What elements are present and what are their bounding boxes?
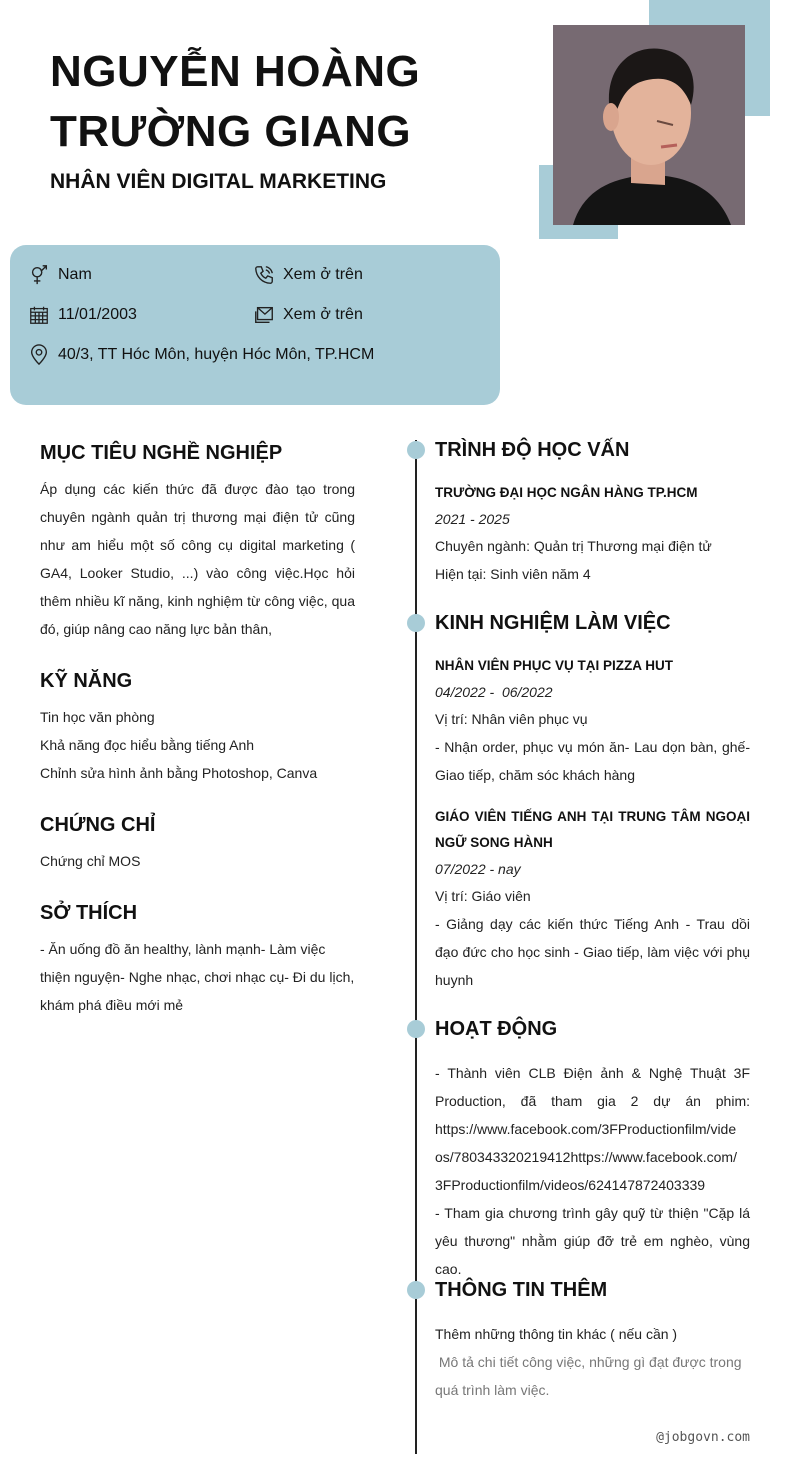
education-heading: TRÌNH ĐỘ HỌC VẤN	[435, 439, 630, 461]
additional-line-1: Thêm những thông tin khác ( nếu cần )	[435, 1326, 678, 1342]
phone-icon	[253, 264, 275, 286]
name-line-2: TRƯỜNG GIANG	[50, 107, 412, 156]
address-value: 40/3, TT Hóc Môn, huyện Hóc Môn, TP.HCM	[58, 346, 375, 363]
activity-line: os/780343320219412https://www.facebook.com/	[435, 1149, 737, 1165]
job-position-2: Vị trí: Giáo viên	[435, 888, 531, 904]
experience-heading: KINH NGHIỆM LÀM VIỆC	[435, 612, 671, 634]
location-pin-icon	[28, 344, 50, 366]
education-major: Chuyên ngành: Quản trị Thương mại điện tử	[435, 538, 712, 554]
list-item: Chứng chỉ MOS	[40, 853, 141, 869]
activity-line: 3FProductionfilm/videos/624147872403339	[435, 1177, 706, 1193]
phone-value: Xem ở trên	[283, 266, 363, 283]
activities-list	[435, 1059, 750, 1283]
certificates-heading: CHỨNG CHỈ	[40, 814, 156, 836]
education-period: 2021 - 2025	[435, 511, 510, 527]
calendar-icon	[28, 304, 50, 326]
education-status: Hiện tại: Sinh viên năm 4	[435, 566, 591, 582]
phone-row	[253, 264, 363, 286]
activity-line: - Thành viên CLB Điện ảnh & Nghệ Thuật 3F	[435, 1065, 750, 1081]
job-period-2: 07/2022 - nay	[435, 861, 521, 877]
list-item: Khả năng đọc hiểu bằng tiếng Anh	[40, 737, 255, 753]
job-desc-2: - Giảng dạy các kiến thức Tiếng Anh - Trau dồi đạo đức cho học sinh - Giao tiếp, làm việc với phụ huynh	[435, 916, 750, 988]
certificates-list	[40, 847, 355, 875]
activities-heading: HOẠT ĐỘNG	[435, 1018, 558, 1040]
hobbies-text: - Ăn uống đồ ăn healthy, lành mạnh- Làm việc thiện nguyện- Nghe nhạc, chơi nhạc cụ- Đi du lịch, khám phá điều mới mẻ	[40, 941, 355, 1013]
school-name: TRƯỜNG ĐẠI HỌC NGÂN HÀNG TP.HCM	[435, 485, 698, 500]
contact-info-box	[10, 245, 500, 405]
additional-line-2: Mô tả chi tiết công việc, những gì đạt được trong quá trình làm việc.	[435, 1354, 746, 1398]
timeline-dot-activities	[407, 1020, 425, 1038]
activity-item-2: - Tham gia chương trình gây quỹ từ thiện "Cặp lá yêu thương" nhằm giúp đỡ trẻ em nghèo, vùng cao.	[435, 1205, 750, 1277]
timeline-dot-education	[407, 441, 425, 459]
additional-info	[435, 1320, 750, 1404]
job-desc-1: - Nhận order, phục vụ món ăn- Lau dọn bàn, ghế- Giao tiếp, chăm sóc khách hàng	[435, 739, 750, 783]
education-entry	[435, 480, 750, 588]
email-row	[253, 304, 363, 326]
timeline-dot-experience	[407, 614, 425, 632]
gender-icon	[28, 264, 50, 286]
experience-entry-1	[435, 653, 750, 789]
hobbies-heading: SỞ THÍCH	[40, 902, 138, 924]
job-title-1: NHÂN VIÊN PHỤC VỤ TẠI PIZZA HUT	[435, 658, 674, 673]
gender-row	[28, 264, 92, 286]
skills-list	[40, 703, 355, 787]
additional-heading: THÔNG TIN THÊM	[435, 1279, 608, 1301]
address-row	[28, 344, 374, 366]
birthdate-row	[28, 304, 137, 326]
activity-line: https://www.facebook.com/3FProductionfilm/vide	[435, 1121, 737, 1137]
watermark: @jobgovn.com	[656, 1430, 750, 1445]
name-line-1: NGUYỄN HOÀNG	[50, 47, 421, 96]
job-title-2: GIÁO VIÊN TIẾNG ANH TẠI TRUNG TÂM NGOẠI NGỮ SONG HÀNH	[435, 809, 750, 850]
job-title: NHÂN VIÊN DIGITAL MARKETING	[50, 170, 387, 193]
objective-text: Áp dụng các kiến thức đã được đào tạo trong chuyên ngành quản trị thương mại điện tử cũng như am hiểu một số công cụ digital marketing ( GA4, Looker Studio, ...) vào công việc.Học hỏi thêm nhiều kĩ năng, kinh nghiệm từ công việc, qua đó, giúp nâng cao năng lực bản thân,	[40, 481, 355, 637]
objective-heading: MỤC TIÊU NGHỀ NGHIỆP	[40, 442, 283, 464]
timeline-line	[415, 440, 417, 1454]
candidate-name	[50, 42, 520, 162]
list-item: Chỉnh sửa hình ảnh bằng Photoshop, Canva	[40, 765, 318, 781]
job-period-1: 04/2022 - 06/2022	[435, 684, 553, 700]
skills-heading: KỸ NĂNG	[40, 670, 133, 692]
list-item: Tin học văn phòng	[40, 709, 155, 725]
activity-line: Production, đã tham gia 2 dự án phim:	[435, 1093, 750, 1109]
mail-icon	[253, 304, 275, 326]
job-position-1: Vị trí: Nhân viên phục vụ	[435, 711, 588, 727]
experience-entry-2	[435, 804, 750, 994]
birthdate-value: 11/01/2003	[58, 306, 137, 323]
gender-value: Nam	[58, 266, 92, 283]
profile-photo	[553, 25, 745, 225]
email-value: Xem ở trên	[283, 306, 363, 323]
timeline-dot-additional	[407, 1281, 425, 1299]
portrait-illustration	[553, 25, 745, 225]
